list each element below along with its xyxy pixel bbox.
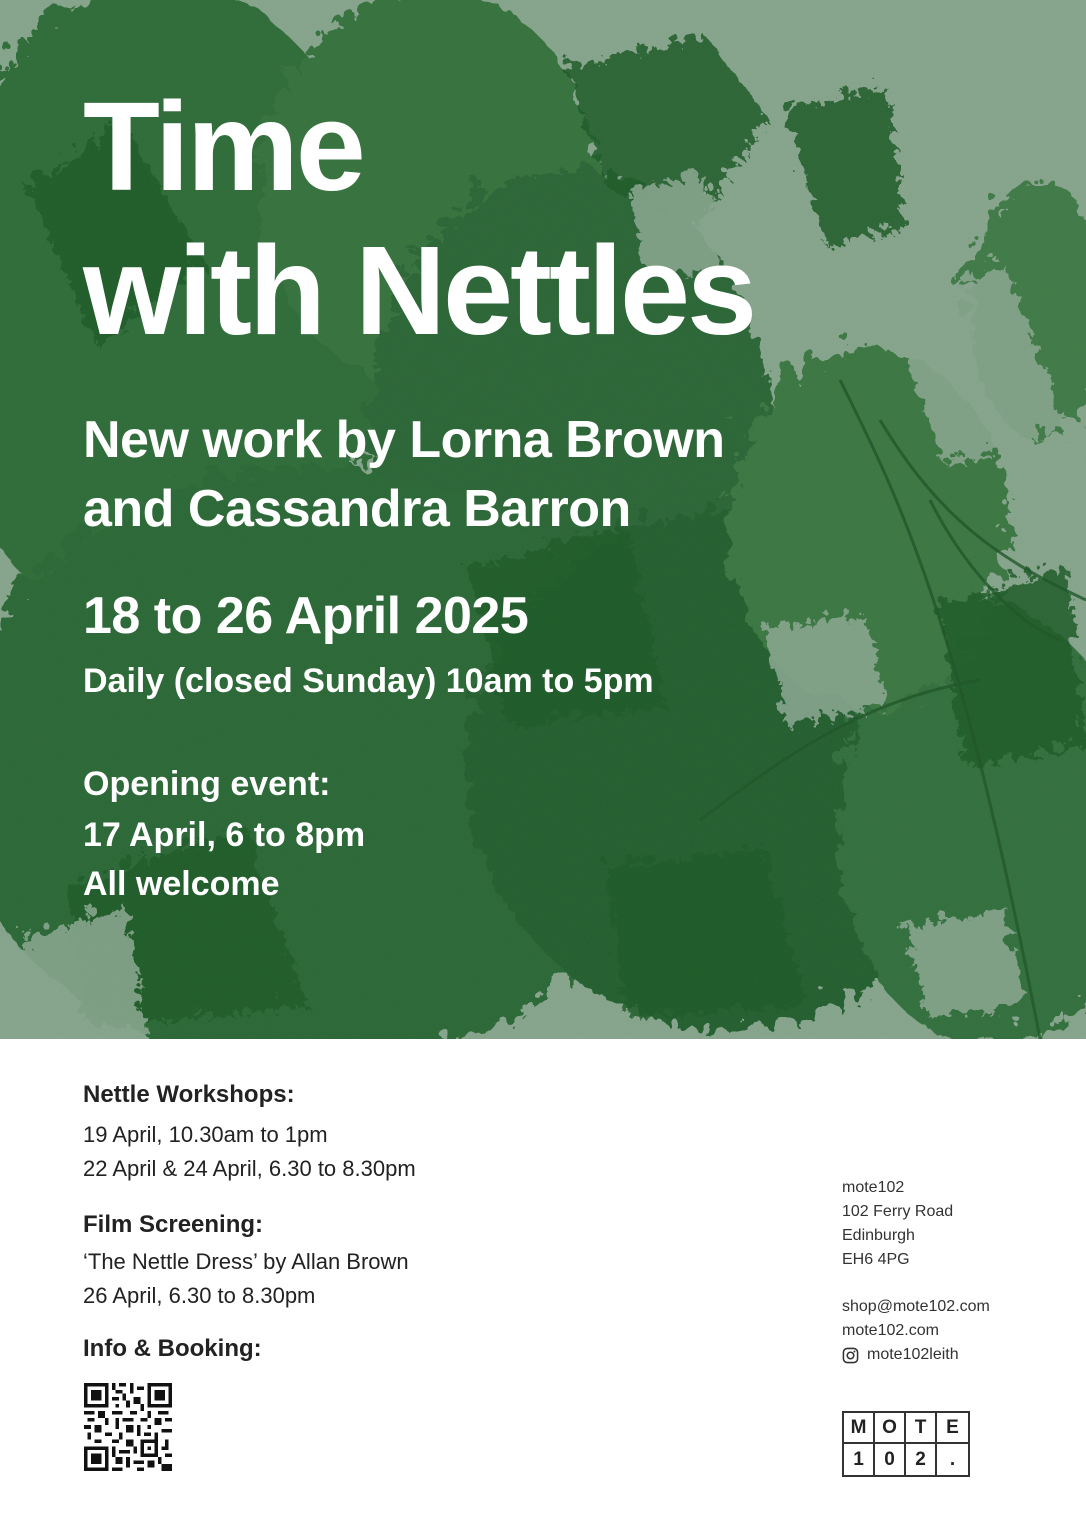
venue-contact bbox=[842, 1176, 990, 1367]
workshops-heading: Nettle Workshops: bbox=[83, 1081, 295, 1108]
mote102-logo bbox=[842, 1411, 970, 1477]
logo-digit: 0 bbox=[875, 1444, 906, 1475]
logo-letter: T bbox=[906, 1413, 937, 1444]
instagram-handle: mote102leith bbox=[867, 1346, 959, 1363]
film-title: ‘The Nettle Dress’ by Allan Brown bbox=[83, 1249, 409, 1274]
venue-name: mote102 bbox=[842, 1179, 905, 1196]
instagram-icon bbox=[842, 1347, 859, 1364]
logo-letter: E bbox=[937, 1413, 968, 1444]
logo-digit: 1 bbox=[844, 1444, 875, 1475]
logo-letter: O bbox=[875, 1413, 906, 1444]
opening-event-heading: Opening event: bbox=[83, 765, 331, 803]
instagram-link[interactable] bbox=[842, 1343, 990, 1367]
poster-title-line-2: with Nettles bbox=[83, 220, 755, 361]
film-screening-heading: Film Screening: bbox=[83, 1211, 264, 1238]
workshop-date-1: 19 April, 10.30am to 1pm bbox=[83, 1122, 328, 1147]
opening-hours: Daily (closed Sunday) 10am to 5pm bbox=[83, 662, 654, 700]
logo-digit: 2 bbox=[906, 1444, 937, 1475]
opening-event-note: All welcome bbox=[83, 865, 280, 903]
poster-title-line-1: Time bbox=[83, 76, 363, 217]
spacer bbox=[842, 1272, 990, 1295]
exhibition-dates: 18 to 26 April 2025 bbox=[83, 587, 529, 645]
artists-line-1: New work by Lorna Brown bbox=[83, 411, 725, 469]
venue-postcode: EH6 4PG bbox=[842, 1251, 910, 1268]
qr-code-icon[interactable] bbox=[84, 1383, 172, 1471]
booking-heading: Info & Booking: bbox=[83, 1335, 262, 1362]
venue-city: Edinburgh bbox=[842, 1227, 915, 1244]
film-date: 26 April, 6.30 to 8.30pm bbox=[83, 1283, 316, 1308]
logo-dot: . bbox=[949, 1448, 956, 1470]
opening-event-time: 17 April, 6 to 8pm bbox=[83, 816, 366, 854]
logo-letter: M bbox=[844, 1413, 875, 1444]
workshop-date-2: 22 April & 24 April, 6.30 to 8.30pm bbox=[83, 1156, 416, 1181]
artists-line-2: and Cassandra Barron bbox=[83, 480, 631, 538]
contact-email-link[interactable]: shop@mote102.com bbox=[842, 1298, 990, 1315]
website-link[interactable]: mote102.com bbox=[842, 1322, 939, 1339]
venue-street: 102 Ferry Road bbox=[842, 1203, 954, 1220]
